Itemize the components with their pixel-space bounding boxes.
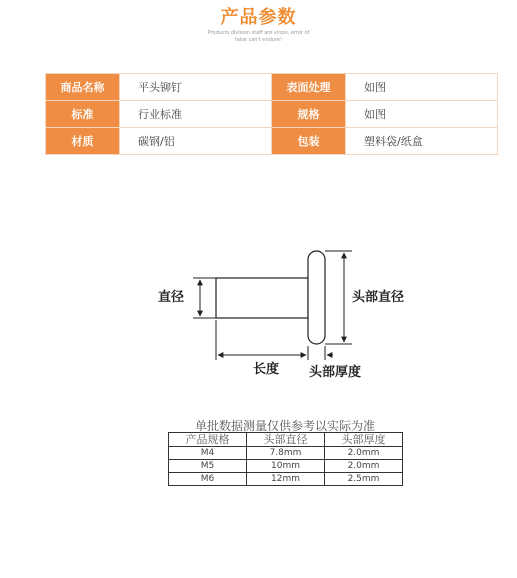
- params-row: [46, 101, 498, 128]
- param-label: 标准: [46, 101, 120, 128]
- param-value: 碳钢/铝: [120, 128, 272, 155]
- sizes-table: [168, 432, 403, 486]
- length-label: 长度: [253, 362, 280, 377]
- page-title: 产品参数: [220, 7, 297, 28]
- rivet-diagram: [0, 230, 517, 390]
- table-cell: 12mm: [247, 473, 325, 486]
- table-row: [169, 473, 403, 486]
- sizes-header-cell: 头部直径: [247, 433, 325, 447]
- param-value: 如图: [346, 101, 498, 128]
- table-cell: M4: [169, 447, 247, 460]
- table-cell: M5: [169, 460, 247, 473]
- head-diameter-label: 头部直径: [352, 290, 405, 305]
- param-label: 表面处理: [272, 74, 346, 101]
- table-cell: M6: [169, 473, 247, 486]
- table-row: [169, 447, 403, 460]
- sizes-caption: 单批数据测量仅供参考以实际为准: [194, 419, 375, 433]
- param-label: 商品名称: [46, 74, 120, 101]
- param-label: 材质: [46, 128, 120, 155]
- sizes-header-cell: 头部厚度: [325, 433, 403, 447]
- table-cell: 2.0mm: [325, 460, 403, 473]
- param-value: 塑料袋/纸盒: [346, 128, 498, 155]
- param-label: 规格: [272, 101, 346, 128]
- table-cell: 10mm: [247, 460, 325, 473]
- table-cell: 2.0mm: [325, 447, 403, 460]
- params-row: [46, 128, 498, 155]
- diameter-label: 直径: [158, 290, 185, 305]
- page-subtitle: [0, 30, 517, 44]
- rivet-shank: [216, 278, 308, 318]
- sizes-header-row: [169, 433, 403, 447]
- table-cell: 7.8mm: [247, 447, 325, 460]
- table-cell: 2.5mm: [325, 473, 403, 486]
- params-table: [45, 73, 498, 155]
- head-thickness-label: 头部厚度: [309, 365, 362, 380]
- param-label: 包装: [272, 128, 346, 155]
- param-value: 行业标准: [120, 101, 272, 128]
- subtitle-line-2: false can't endure!: [234, 37, 282, 43]
- param-value: 如图: [346, 74, 498, 101]
- subtitle-line-1: Products division staff are vinpo, error of: [207, 30, 310, 36]
- param-value: 平头铆钉: [120, 74, 272, 101]
- rivet-head: [308, 251, 325, 344]
- sizes-header-cell: 产品规格: [169, 433, 247, 447]
- table-row: [169, 460, 403, 473]
- params-row: [46, 74, 498, 101]
